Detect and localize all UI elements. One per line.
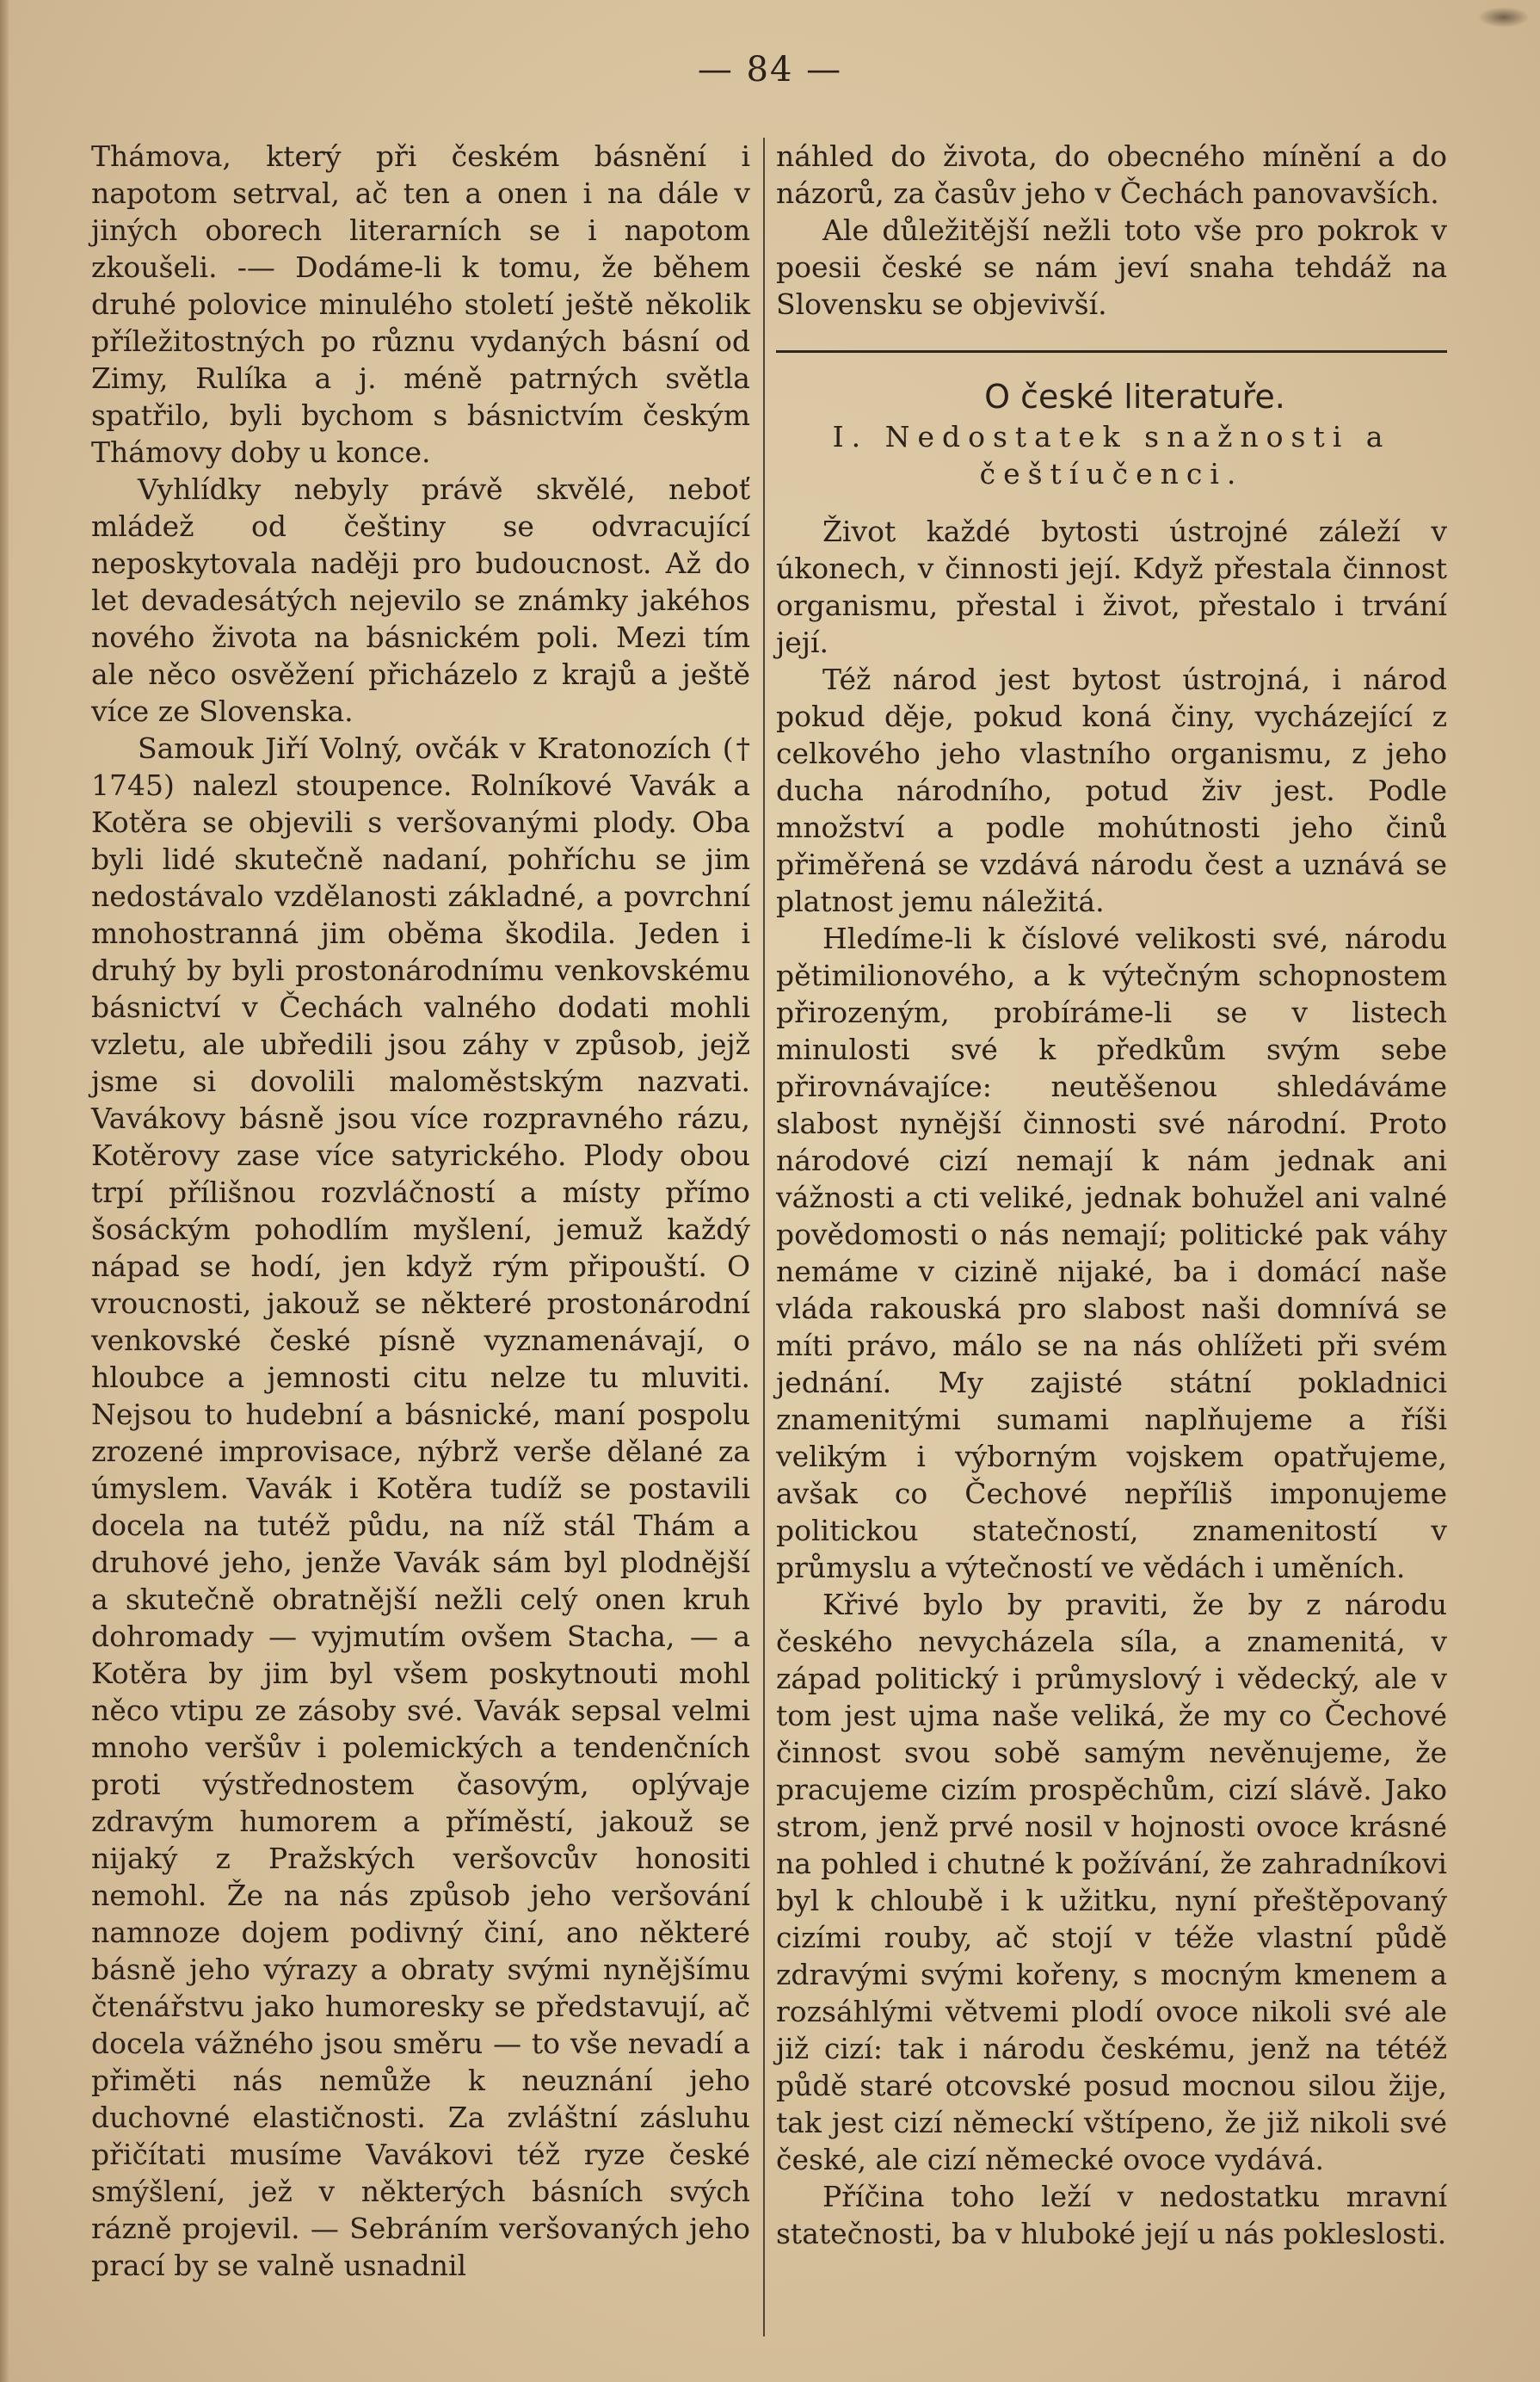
right-paragraph-7: Příčina toho leží v nedostatku mravní statečnosti, ba v hluboké její u nás pokleslosti. xyxy=(776,2180,1447,2250)
right-paragraph-3: Život každé bytosti ústrojné záleží v úkonech, v činnosti její. Když přestala činnost organismu, přestal i život, přestalo i trvání její. xyxy=(776,515,1447,659)
right-column xyxy=(776,138,1447,2252)
left-paragraph-3: Samouk Jiří Volný, ovčák v Kratonozích († 1745) nalezl stoupence. Rolníkové Vavák a Kotěra se objevili s veršovanými plody. Oba byli lidé skutečně nadaní, pohříchu se jim nedostávalo vzdělanosti základné, a povrchní mnohostranná jim oběma škodila. Jeden i druhý by byli prostonárodnímu venkovskému básnictví v Čechách valného dodati mohli vzletu, ale ubředili jsou záhy v způsob, jejž jsme si dovolili maloměstským nazvati. Vavákovy básně jsou více rozpravného rázu, Kotěrovy zase více satyrického. Plody obou trpí přílišnou rozvláčností a místy přímo šosáckým pohodlím myšlení, jemuž každý nápad se hodí, jen když rým připouští. O vroucnosti, jakouž se některé prostonárodní venkovské české písně vyznamenávají, o hloubce a jemnosti citu nelze tu mluviti. Nejsou to hudební a básnické, maní pospolu zrozené improvisace, nýbrž verše dělané za úmyslem. Vavák i Kotěra tudíž se postavili docela na tutéž půdu, na níž stál Thám a druhové jeho, jenže Vavák sám byl plodnější a skutečně obratnější nežli celý onen kruh dohromady — vyjmutím ovšem Stacha, — a Kotěra by jim byl všem poskytnouti mohl něco vtipu ze zásoby své. Vavák sepsal velmi mnoho veršův i polemických a tendenčních proti výstřednostem časovým, oplývaje zdravým humorem a příměstí, jakouž se nijaký z Pražských veršovcův honositi nemohl. Že na nás způsob jeho veršování namnoze dojem podivný činí, ano některé básně jeho výrazy a obraty svými nynějšímu čtenářstvu jako humoresky se představují, ač docela vážného jsou směru — to vše nevadí a přiměti nás nemůže k neuznání jeho duchovné elastičnosti. Za zvláštní zásluhu přičítati musíme Vavákovi též ryze české smýšlení, jež v některých básních svých rázně projevil. — Sebráním veršovaných jeho prací by se valně usnadnil xyxy=(91,731,750,2282)
right-paragraph-4: Též národ jest bytost ústrojná, i národ pokud děje, pokud koná činy, vycházející z celkového jeho vlastního organismu, z jeho ducha národního, potud živ jest. Podle množství a podle mohútnosti jeho činů přiměřená se vzdává národu čest a uznává se platnost jemu náležitá. xyxy=(776,663,1447,918)
page-number: — 84 — xyxy=(697,50,843,89)
section-title: O české literatuře. xyxy=(984,378,1285,416)
right-paragraph-6: Křivé bylo by praviti, že by z národu českého nevycházela síla, a znamenitá, v západ politický i průmyslový i vědecký, ale v tom jest ujma naše veliká, že my co Čechové činnost svou sobě samým nevěnujeme, že pracujeme cizím prospěchům, cizí slávě. Jako strom, jenž prvé nosil v hojnosti ovoce krásné na pohled i chutné k požívání, že zahradníkovi byl k chloubě i k užitku, nyní přeštěpovaný cizími rouby, ač stojí v téže vlastní půdě zdravými svými kořeny, s mocným kmenem a rozsáhlými větvemi plodí ovoce nikoli své ale již cizí: tak i národu českému, jenž na tétéž půdě staré otcovské posud mocnou silou žije, tak jest cizí německí vštípeno, že již nikoli své české, ale cizí německé ovoce vydává. xyxy=(776,1588,1447,2176)
right-paragraph-1: náhled do života, do obecného mínění a do názorů, za časův jeho v Čechách panovavších. xyxy=(776,139,1447,210)
subsection-heading: I. Nedostatek snažnosti a češtíučenci. xyxy=(832,420,1391,491)
page-binding-edge xyxy=(0,0,9,2382)
right-paragraph-2: Ale důležitější nežli toto vše pro pokrok v poesii české se nám jeví snaha tehdáž na Slovensku se objevivší. xyxy=(776,213,1447,321)
left-paragraph-1: Thámova, který při českém básnění i napotom setrval, ač ten a onen i na dále v jiných oborech literarních se i napotom zkoušeli. -— Dodáme-li k tomu, že během druhé polovice minulého století ještě několik příležitostných po různu vydaných básní od Zimy, Rulíka a j. méně patrných světla spatřilo, byli bychom s básnictvím českým Thámovy doby u konce. xyxy=(91,139,750,469)
right-paragraph-5: Hledíme-li k číslové velikosti své, národu pětimilionového, a k výtečným schopnostem přirozeným, probíráme-li se v listech minulosti své k předkům svým sebe přirovnávajíce: neutěšenou shledáváme slabost nynější činnosti své národní. Proto národové cizí nemají k nám jednak ani vážnosti a cti veliké, jednak bohužel ani valné povědomosti o nás nemají; politické pak váhy nemáme v cizině nijaké, ba i domácí naše vláda rakouská pro slabost naši domnívá se míti právo, málo se na nás ohlížeti při svém jednání. My zajisté státní pokladnici znamenitými sumami naplňujeme a říši velikým i výborným vojskem opatřujeme, avšak co Čechové nepříliš imponujeme politickou statečností, znamenitostí v průmyslu a výtečností ve vědách i uměních. xyxy=(776,922,1447,1584)
left-column xyxy=(91,138,750,2284)
section-rule xyxy=(776,350,1447,353)
left-paragraph-2: Vyhlídky nebyly právě skvělé, neboť mládež od češtiny se odvracující neposkytovala naději pro budoucnost. Až do let devadesátých nejevilo se známky jakéhos nového života na básnickém poli. Mezi tím ale něco osvěžení přicházelo z krajů a ještě více ze Slovenska. xyxy=(91,472,750,728)
column-divider xyxy=(763,138,765,2336)
corner-mark xyxy=(1478,7,1530,28)
